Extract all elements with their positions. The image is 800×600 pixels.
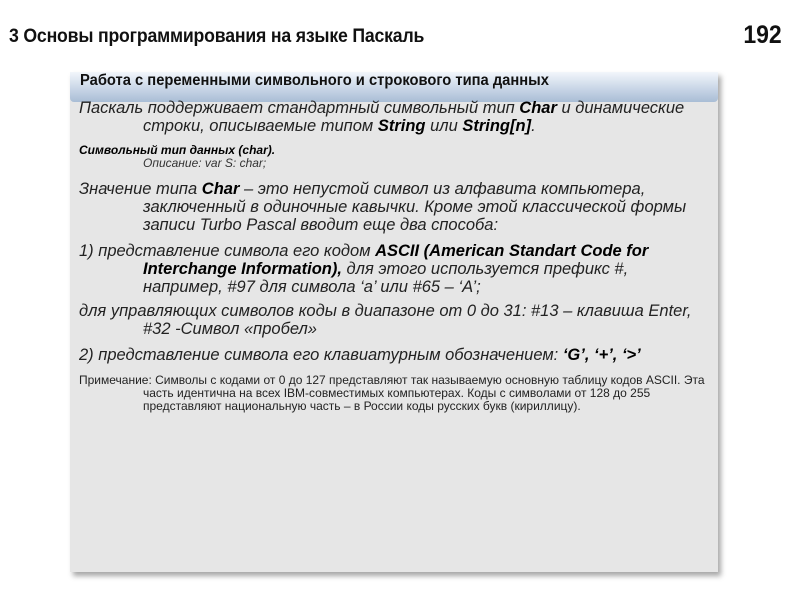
char-type-description: Описание: var S: char; (143, 156, 267, 170)
char-type-heading: Символьный тип данных (char). (79, 143, 276, 157)
content-panel (70, 72, 718, 572)
panel-header (70, 72, 718, 102)
slide-header (0, 0, 800, 62)
method-2-paragraph: 2) представление символа его клавиатурным обозначением: ‘G’, ‘+’, ‘>’ (79, 346, 641, 364)
intro-paragraph: Паскаль поддерживает стандартный символьный тип Char и динамические строки, описываемые типом String или String[n]. (79, 99, 685, 135)
note-paragraph: Примечание: Символы с кодами от 0 до 127 представляют так называемую основную таблицу кодов ASCII. Эта часть идентична на всех IBM-совместимых компьютерах. Коды с символами от 128 до 255 представляют национальную часть – в России коды русских букв (кириллицу). (79, 373, 705, 413)
method-1-paragraph: 1) представление символа его кодом ASCII (American Standart Code for Interchange Information), для этого используется префикс #, например, #97 для символа ‘a’ или #65 – ‘A’; (79, 242, 649, 296)
page-number: 192 (743, 21, 782, 49)
control-codes-paragraph: для управляющих символов коды в диапазоне от 0 до 31: #13 – клавиша Enter, #32 -Символ «пробел» (79, 302, 692, 338)
panel-title: Работа с переменными символьного и строкового типа данных (80, 72, 549, 89)
panel-content (79, 99, 709, 413)
char-value-paragraph: Значение типа Char – это непустой символ из алфавита компьютера, заключенный в одиночные кавычки. Кроме этой классической формы записи Turbo Pascal вводит еще два способа: (79, 180, 687, 234)
slide-title: 3 Основы программирования на языке Паскаль (9, 26, 425, 47)
